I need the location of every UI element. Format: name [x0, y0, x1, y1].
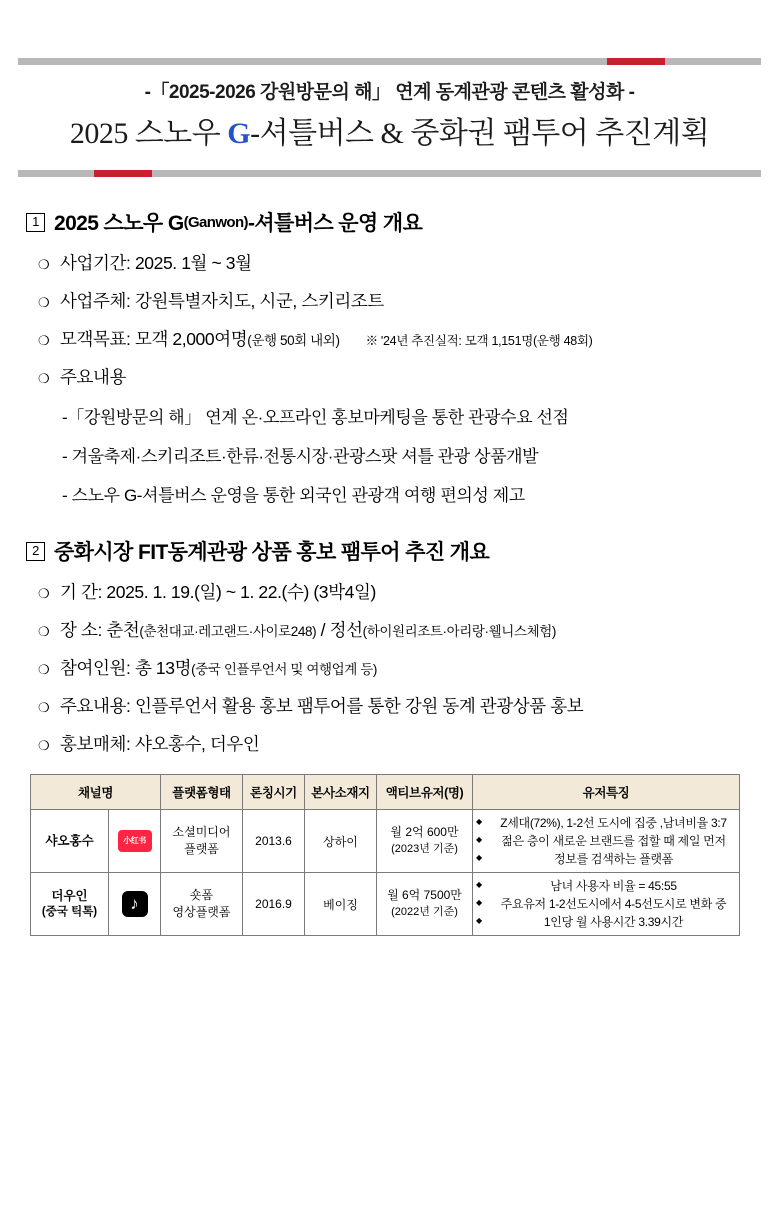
list-item-value: 모객 2,000여명 — [134, 329, 248, 349]
xiaohongshu-logo-icon: 小红书 — [118, 830, 152, 852]
douyin-logo-icon — [122, 891, 148, 917]
list-item-label: 참여인원: — [60, 658, 131, 678]
platform-type-line1: 소셜미디어 — [172, 824, 231, 839]
user-trait-item: ◆ Z세대(72%), 1-2선 도시에 집중 ,남녀비율 3:7 — [476, 814, 736, 832]
title-subtitle: -「2025-2026 강원방문의 해」 연계 동계관광 콘텐츠 활성화 - — [144, 82, 635, 103]
list-item-value: 강원특별자치도, 시군, 스키리조트 — [134, 291, 384, 311]
list-item-value: 2025. 1월 ~ 3월 — [134, 253, 252, 273]
list-item-value: 총 13명 — [134, 658, 192, 678]
platform-type-line1: 숏폼 — [189, 887, 214, 902]
sub-list-item: -「강원방문의 해」 연계 온·오프라인 홍보마케팅을 통한 관광수요 선점 — [62, 408, 569, 427]
column-header-platform-type: 플랫폼형태 — [161, 775, 243, 810]
title-main-before: 2025 스노우 — [69, 117, 228, 150]
column-header-launch: 론칭시기 — [243, 775, 305, 810]
cell-active-users — [377, 810, 473, 873]
title-main-after: -셔틀버스 & 중화권 팸투어 추진계획 — [250, 117, 710, 150]
cell-hq: 베이징 — [305, 873, 377, 936]
column-header-user-traits: 유저특징 — [473, 775, 740, 810]
list-item-text — [60, 693, 583, 718]
list-item — [38, 693, 753, 718]
title-rule-top — [18, 58, 761, 65]
list-item-label: 주요내용: — [60, 696, 131, 716]
list-item-value-detail: (중국 인플루언서 및 여행업계 등) — [191, 662, 378, 677]
column-header-active-users: 액티브유저(명) — [377, 775, 473, 810]
title-rule-top-accent — [607, 58, 665, 65]
circle-bullet-icon: ❍ — [38, 586, 50, 601]
list-item-label: 사업기간: — [60, 253, 131, 273]
circle-bullet-icon: ❍ — [38, 371, 50, 386]
list-item — [38, 326, 753, 351]
cell-channel-name — [31, 873, 109, 936]
channel-name-subtext: (중국 틱톡) — [41, 905, 98, 918]
list-item-value: 2025. 1. 19.(일) ~ 1. 22.(수) (3박4일) — [106, 582, 376, 602]
section-1-heading-tail: -셔틀버스 운영 개요 — [247, 212, 423, 235]
list-item-value-detail: (운행 50회 내외) — [247, 333, 340, 348]
active-users-line2: (2023년 기준) — [391, 842, 458, 855]
list-item — [38, 731, 753, 756]
cell-channel-logo — [109, 873, 161, 936]
circle-bullet-icon: ❍ — [38, 624, 50, 639]
user-trait-item: ◆ 1인당 월 사용시간 3.39시간 — [476, 913, 736, 931]
circle-bullet-icon: ❍ — [38, 295, 50, 310]
cell-channel-name — [31, 810, 109, 873]
user-traits-list — [476, 814, 736, 868]
list-item-text — [60, 326, 593, 351]
user-trait-item: ◆ 남녀 사용자 비율 = 45:55 — [476, 877, 736, 895]
platform-type-line2: 플랫폼 — [184, 842, 219, 856]
list-item-label: 장 소: — [60, 620, 102, 640]
channel-name-text: 더우인 — [51, 888, 88, 903]
list-item-value-tail: / 정선 — [316, 620, 363, 640]
cell-platform-type — [161, 810, 243, 873]
section-1-heading — [26, 207, 753, 237]
cell-channel-logo — [109, 810, 161, 873]
column-header-channel: 채널명 — [31, 775, 161, 810]
table-header-row — [31, 775, 740, 810]
circle-bullet-icon: ❍ — [38, 738, 50, 753]
active-users-line1: 월 6억 7500만 — [387, 888, 462, 903]
list-item-label: 홍보매체: — [60, 734, 131, 754]
list-item-text — [60, 288, 384, 313]
circle-bullet-icon: ❍ — [38, 662, 50, 677]
title-rule-bottom-accent — [94, 170, 152, 177]
document-title-block — [18, 58, 761, 177]
list-item-value: 인플루언서 활용 홍보 팸투어를 통한 강원 동계 관광상품 홍보 — [134, 696, 584, 716]
list-item-text — [60, 579, 376, 604]
list-item-note: ※ '24년 추진실적: 모객 1,151명(운행 48회) — [365, 334, 593, 348]
list-item-text — [60, 731, 259, 756]
cell-platform-type — [161, 873, 243, 936]
list-item-text — [60, 655, 377, 680]
list-item-label: 사업주체: — [60, 291, 131, 311]
cell-user-traits — [473, 873, 740, 936]
user-traits-list — [476, 877, 736, 931]
list-item-label: 모객목표: — [60, 329, 131, 349]
circle-bullet-icon: ❍ — [38, 333, 50, 348]
section-1-number: 1 — [26, 213, 45, 232]
circle-bullet-icon: ❍ — [38, 700, 50, 715]
section-1-heading-small: (Ganwon) — [183, 213, 248, 231]
cell-user-traits — [473, 810, 740, 873]
user-trait-item: ◆ 주요유저 1-2선도시에서 4-5선도시로 변화 중 — [476, 895, 736, 913]
list-item-text — [60, 617, 556, 642]
list-item-value-detail-2: (하이원리조트·아리랑·웰니스체험) — [362, 624, 556, 639]
active-users-line2: (2022년 기준) — [391, 905, 458, 918]
list-item-text — [60, 250, 252, 275]
section-1 — [26, 207, 753, 506]
section-2-heading — [26, 536, 753, 566]
list-item-value: 샤오홍수, 더우인 — [134, 734, 260, 754]
title-main — [18, 106, 761, 162]
section-2 — [26, 536, 753, 756]
user-trait-item: ◆ 젊은 층이 새로운 브랜드를 접할 때 제일 먼저 — [476, 832, 736, 850]
table-row — [31, 873, 740, 936]
sub-list-item: - 스노우 G-셔틀버스 운영을 통한 외국인 관광객 여행 편의성 제고 — [62, 486, 525, 505]
sub-list-item: - 겨울축제·스키리조트·한류·전통시장·관광스팟 셔틀 관광 상품개발 — [62, 447, 539, 466]
table-row — [31, 810, 740, 873]
channel-table-wrap — [30, 774, 753, 936]
user-trait-item-cont: ◆ 정보를 검색하는 플랫폼 — [476, 850, 736, 868]
column-header-hq: 본사소재지 — [305, 775, 377, 810]
document-page — [0, 58, 779, 1213]
section-1-heading-main: 2025 스노우 G — [54, 212, 184, 235]
active-users-line1: 월 2억 600만 — [390, 825, 459, 840]
cell-launch: 2016.9 — [243, 873, 305, 936]
list-item-label: 기 간: — [60, 582, 102, 602]
list-item — [38, 579, 753, 604]
section-2-heading-main: 중화시장 FIT동계관광 상품 홍보 팸투어 추진 개요 — [54, 541, 490, 564]
title-rule-bottom — [18, 170, 761, 177]
list-item — [38, 364, 753, 389]
list-item-value: 춘천 — [106, 620, 140, 640]
list-item — [38, 617, 753, 642]
list-item-label: 주요내용 — [60, 367, 127, 387]
circle-bullet-icon: ❍ — [38, 257, 50, 272]
channel-table — [30, 774, 740, 936]
title-main-accent: G — [227, 117, 251, 150]
list-item — [38, 250, 753, 275]
cell-active-users — [377, 873, 473, 936]
platform-type-line2: 영상플랫폼 — [172, 905, 231, 919]
section-2-number: 2 — [26, 542, 45, 561]
cell-launch: 2013.6 — [243, 810, 305, 873]
list-item — [38, 288, 753, 313]
channel-name-text: 샤오홍수 — [45, 833, 94, 848]
list-item — [38, 655, 753, 680]
list-item-value-detail: (춘천대교·레고랜드·사이로248) — [139, 624, 317, 639]
cell-hq: 상하이 — [305, 810, 377, 873]
